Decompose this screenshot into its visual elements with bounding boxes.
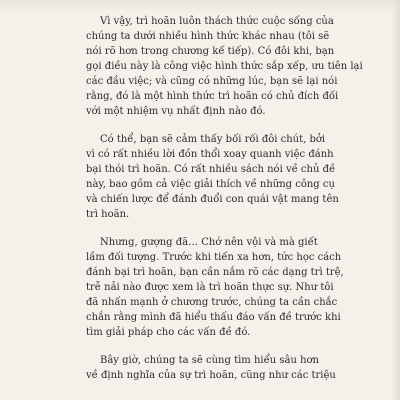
text-line: lầm đối tượng. Trước khi tiến xa hơn, tức học cách — [86, 252, 342, 263]
text-line: chúng ta dưới nhiều hình thức khác nhau (tôi sẽ — [86, 31, 330, 42]
text-line: gọi điều này là công việc hình thức sắp xếp, ưu tiên lại — [86, 61, 363, 72]
text-line: và chiến lược để đánh đuổi con quái vật mang tên — [86, 194, 339, 205]
paragraph — [86, 14, 363, 119]
body-text — [86, 14, 363, 396]
text-line: tìm giải pháp cho các vấn đề đó. — [86, 327, 251, 338]
text-line: về định nghĩa của sự trì hoãn, cũng như các triệu — [86, 370, 336, 381]
text-line: Có thể, bạn sẽ cảm thấy bối rối đôi chút, bởi — [100, 134, 326, 145]
text-line: Nhưng, gượng đã… Chớ nên vội và mà giết — [100, 237, 318, 248]
text-line: chắn rằng mình đã hiểu thấu đáo vấn đề trước khi — [86, 312, 341, 323]
paragraph — [86, 235, 344, 340]
text-line: rằng, đó là một hình thức trì hoãn có chủ đích đối — [86, 91, 339, 102]
text-line: này, bao gồm cả việc giải thích về những công cụ — [86, 179, 335, 190]
text-line: trì hoãn. — [86, 209, 130, 220]
page-right-edge — [392, 0, 400, 400]
page-top-shadow — [0, 0, 400, 14]
text-line: nói rõ hơn trong chương kế tiếp). Có đôi khi, bạn — [86, 46, 335, 57]
paragraph — [86, 132, 339, 222]
text-line: Bây giờ, chúng ta sẽ cùng tìm hiểu sâu hơn — [100, 355, 319, 366]
text-line: đã nhấn mạnh ở chương trước, chúng ta cần chắc — [86, 297, 338, 308]
text-line: Vì vậy, trì hoãn luôn thách thức cuộc sống của — [100, 16, 334, 27]
text-line: trễ nải nào được xem là trì hoãn thực sự. Như tôi — [86, 282, 334, 293]
text-line: với một nhiệm vụ nhất định nào đó. — [86, 106, 266, 117]
text-line: các đầu việc; và cũng có những lúc, bạn sẽ lại nói — [86, 76, 338, 87]
paragraph — [86, 353, 336, 383]
text-line: đánh bại trì hoãn, bạn cần nắm rõ các dạng trì trệ, — [86, 267, 344, 278]
text-line: vì có rất nhiều lời đồn thổi xoay quanh việc đánh — [86, 149, 334, 160]
text-line: bại thói trì hoãn. Có rất nhiều sách nói về chủ đề — [86, 164, 336, 175]
